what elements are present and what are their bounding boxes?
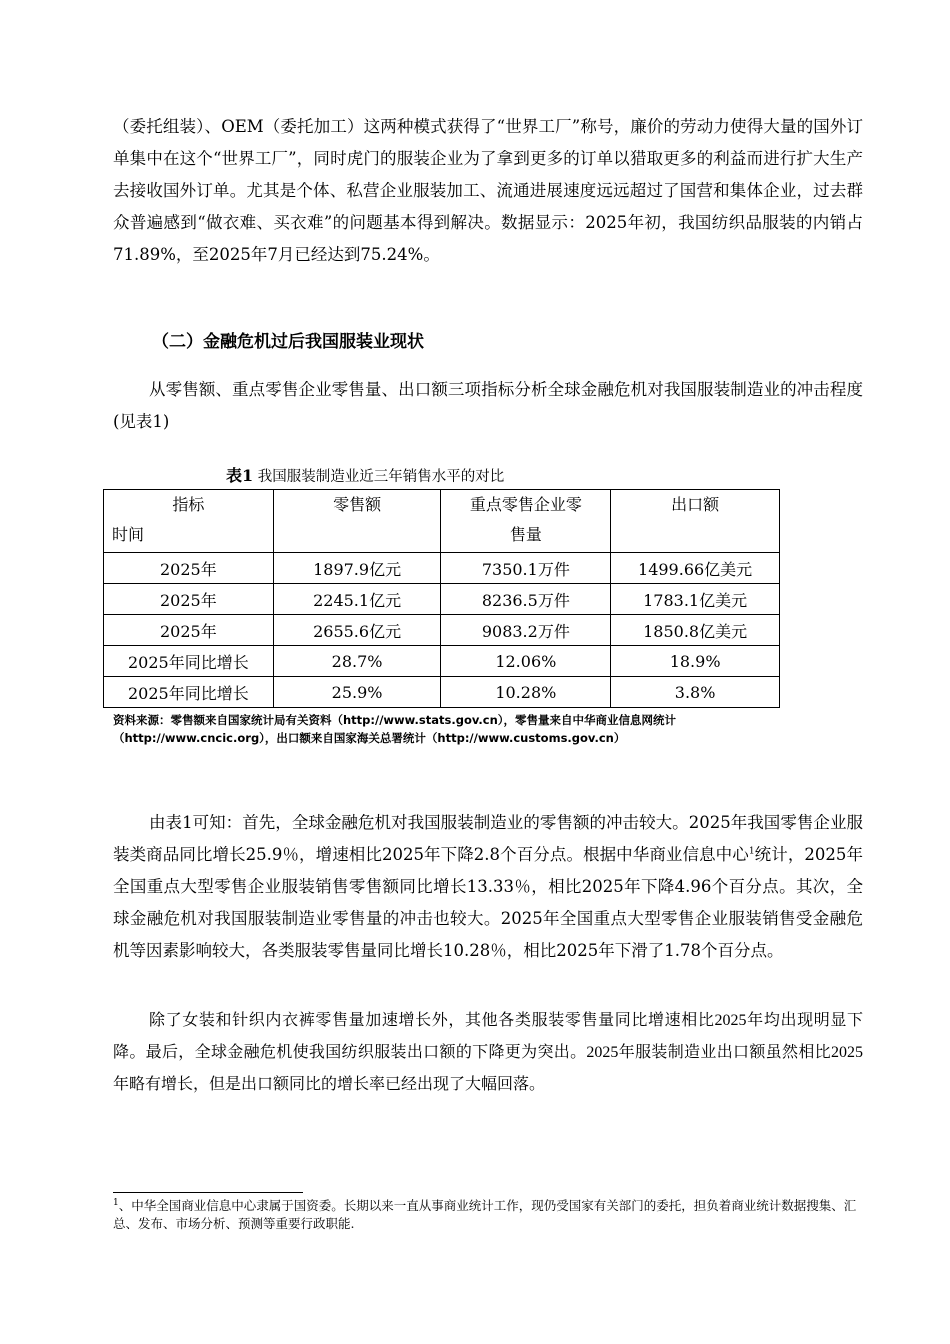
table-cell: 9083.2万件	[441, 615, 611, 646]
header-retail-sales: 零售额	[273, 490, 441, 553]
paragraph-analysis-intro: 从零售额、重点零售企业零售量、出口额三项指标分析全球金融危机对我国服装制造业的冲击程度(见表1)	[113, 380, 863, 431]
header-key-retail-volume-line2: 售量	[509, 525, 542, 544]
table-row	[104, 584, 780, 615]
table-caption-text: 我国服装制造业近三年销售水平的对比	[257, 469, 505, 485]
table-cell: 2245.1亿元	[273, 584, 441, 615]
source-line-1: 资料来源：零售额来自国家统计局有关资料（http://www.stats.gov.cn），零售量来自中华商业信息网统计	[113, 713, 677, 727]
table-row	[104, 677, 780, 708]
header-key-retail-volume-line1: 重点零售企业零	[469, 495, 582, 514]
table-row	[104, 553, 780, 584]
section-heading: （二）金融危机过后我国服装业现状	[152, 332, 424, 352]
table-source-note	[113, 711, 813, 747]
table-caption-label: 表1	[226, 466, 254, 485]
table-cell: 1499.66亿美元	[611, 553, 780, 584]
table-cell: 2025年	[104, 553, 274, 584]
table-cell: 8236.5万件	[441, 584, 611, 615]
footnote-text: 、中华全国商业信息中心隶属于国资委。长期以来一直从事商业统计工作，现仍受国家有关部门的委托，担负着商业统计数据搜集、汇总、发布、市场分析、预测等重要行政职能.	[113, 1198, 857, 1231]
table-cell: 1897.9亿元	[273, 553, 441, 584]
table-cell: 28.7%	[273, 646, 441, 677]
table-cell: 1783.1亿美元	[611, 584, 780, 615]
footnote-marker: 1	[113, 1197, 119, 1208]
footnote-divider	[113, 1192, 303, 1193]
table-cell: 2655.6亿元	[273, 615, 441, 646]
paragraph-intro: （委托组装）、OEM（委托加工）这两种模式获得了“世界工厂”称号，廉价的劳动力使得大量的国外订单集中在这个“世界工厂”，同时虎门的服装企业为了拿到更多的订单以猎取更多的利益而进行扩大生产去接收国外订单。尤其是个体、私营企业服装加工、流通进展速度远远超过了国营和集体企业，过去群众普遍感到“做衣难、买衣难”的问题基本得到解决。数据显示：2025年初，我国纺织品服装的内销占71.89%，至2025年7月已经达到75.24%。	[113, 117, 863, 264]
table-row	[104, 615, 780, 646]
footnote-reference: 1	[748, 846, 755, 857]
header-indicator-label: 指标	[172, 495, 205, 514]
table-header-row	[104, 490, 780, 553]
table-cell: 7350.1万件	[441, 553, 611, 584]
table-cell: 1850.8亿美元	[611, 615, 780, 646]
table-caption	[226, 463, 504, 486]
header-time-label: 时间	[112, 525, 145, 544]
header-key-retail-volume	[441, 490, 611, 553]
table-cell: 25.9%	[273, 677, 441, 708]
paragraph-table-analysis-part1: 由表1可知：首先，全球金融危机对我国服装制造业的零售额的冲击较大。2025年我国零售企业服装类商品同比增长25.9％，增速相比2025年下降2.8个百分点。根据中华商业信息中心	[113, 813, 863, 864]
paragraph-conclusion: 除了女装和针织内衣裤零售量加速增长外，其他各类服装零售量同比增速相比2025年均出现明显下降。最后，全球金融危机使我国纺织服装出口额的下降更为突出。2025年服装制造业出口额虽然相比2025年略有增长，但是出口额同比的增长率已经出现了大幅回落。	[113, 1012, 863, 1093]
header-export-value: 出口额	[611, 490, 780, 553]
source-line-2: （http://www.cncic.org），出口额来自国家海关总署统计（http://www.customs.gov.cn）	[113, 731, 626, 745]
table-cell: 10.28%	[441, 677, 611, 708]
paragraph-table-analysis-part2: 统计，2025年全国重点大型零售企业服装销售零售额同比增长13.33％，相比2025年下降4.96个百分点。其次，全球金融危机对我国服装制造业零售量的冲击也较大。2025年全国重点大型零售企业服装销售受金融危机等因素影响较大，各类服装零售量同比增长10.28％，相比2025年下滑了1.78个百分点。	[113, 845, 863, 960]
paragraph-table-analysis	[113, 807, 863, 967]
table-cell: 12.06%	[441, 646, 611, 677]
table-cell: 3.8%	[611, 677, 780, 708]
sales-comparison-table	[103, 489, 780, 708]
header-corner-cell	[104, 490, 274, 553]
footnote	[113, 1197, 858, 1233]
table-cell: 2025年同比增长	[104, 646, 274, 677]
table-cell: 2025年同比增长	[104, 677, 274, 708]
table-cell: 2025年	[104, 584, 274, 615]
table-cell: 18.9%	[611, 646, 780, 677]
table-cell: 2025年	[104, 615, 274, 646]
table-row	[104, 646, 780, 677]
